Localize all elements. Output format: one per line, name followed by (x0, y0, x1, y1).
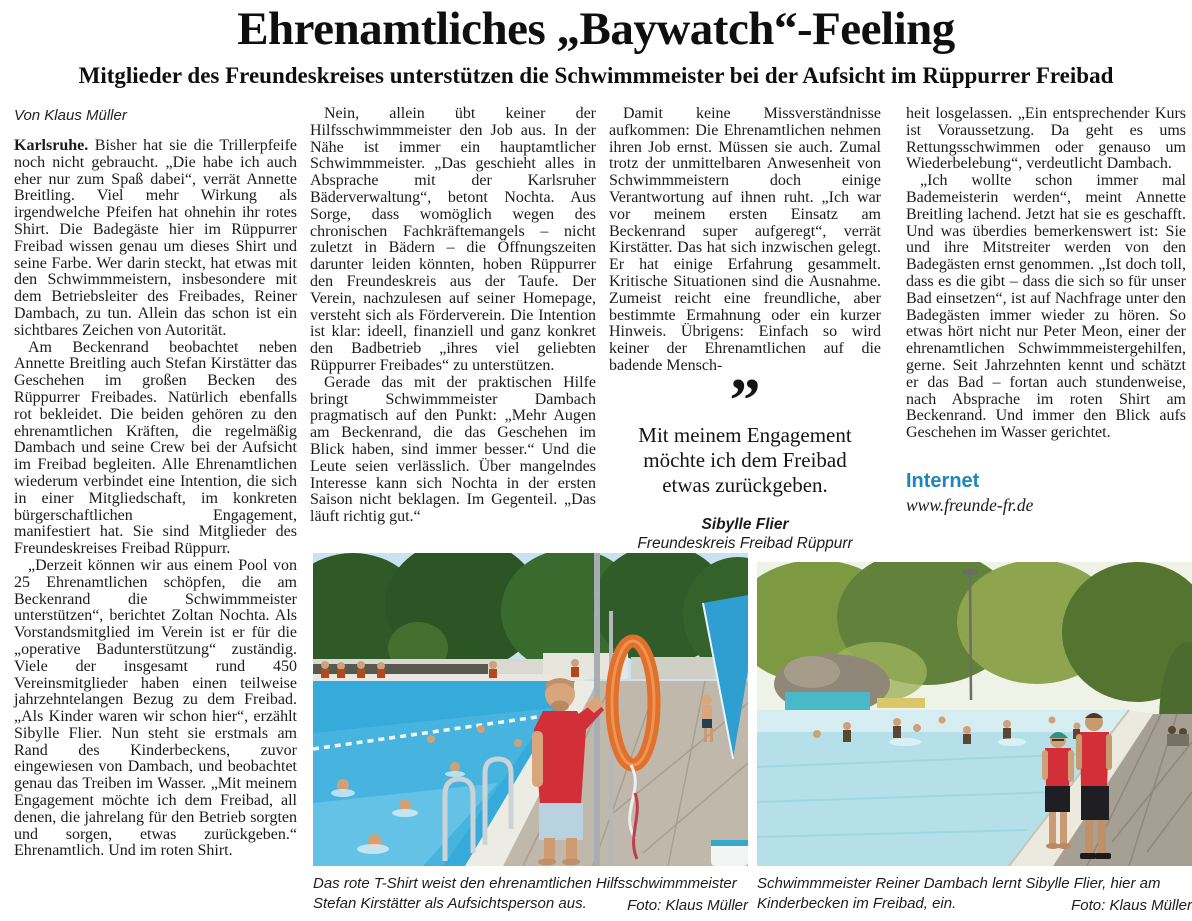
pull-quote-affiliation: Freundeskreis Freibad Rüppurr (637, 535, 853, 553)
article-paragraph: Damit keine Missverständnisse aufkommen: Die Ehrenamtlichen nehmen ihren Job ernst. Müssen sie auch. Zumal trotz der unmittelbaren Anwesenheit von Schwimmmeistern doch einige Verantwortung auf ihnen ruht. „Ich war vor meinem ersten Einsatz am Beckenrand super aufgeregt“, verrät Kirstätter. Das hat sich inzwischen gelegt. Er hat einige Erfahrung gesammelt. Kritische Situationen sind die Ausnahme. Zumeist reicht eine freundliche, aber bestimmte Ermahnung oder ein kurzer Hinweis. Übrigens: Einfach so wird keiner der Ehrenamtlichen auf die badende Mensch- (609, 105, 881, 374)
pull-quote-text: Mit meinem Engagement möchte ich dem Freibad etwas zurückgeben. (638, 422, 852, 498)
article-paragraph: heit losgelassen. „Ein entsprechender Kurs ist Voraussetzung. Da geht es ums Rettungsschwimmen oder genauso um Wiederbelebung“, verdeutlicht Dambach. (906, 105, 1186, 173)
headline: Ehrenamtliches „Baywatch“-Feeling (237, 3, 955, 55)
subheadline: Mitglieder des Freundeskreises unterstützen die Schwimmmeister bei der Aufsicht im Rüppurrer Freibad (78, 63, 1114, 88)
article-column-4 (906, 106, 1186, 515)
article-paragraph: „Ich wollte schon immer mal Bademeisterin werden“, meint Annette Breitling lachend. Jetzt hat sie es geschafft. Und was überdies bemerkenswert ist: Sie und ihre Mitstreiter werden von den Badegästen ernst genommen. „Ist doch toll, dass es die gibt – dass die sich so für unser Bad einsetzen“, ist auf Nachfrage unter den Badegästen immer wieder zu hören. So etwas hört nicht nur Peter Meon, einer der ehrenamtlichen Schwimmmeistergehilfen, gerne. Seit Jahrzehnten kennt und schätzt er das Bad – fortan auch stundenweise, nach Absprache im roten Shirt am Beckenrand. Und immer den Blick aufs Geschehen im Wasser gerichtet. (906, 172, 1186, 442)
pull-quote-author: Sibylle Flier (701, 516, 789, 534)
photo-kinderbecken (757, 562, 1192, 866)
pull-quote (609, 366, 881, 554)
internet-label: Internet (906, 469, 980, 492)
photo-caption (757, 874, 1192, 916)
photo-caption (313, 874, 748, 916)
article-paragraph: Gerade das mit der praktischen Hilfe bringt Schwimmmeister Dambach pragmatisch auf den Punkt: „Mehr Augen am Beckenrand, die das Geschehen im Blick haben, sind immer besser.“ Und die Leute seien verlässlich. Über mangelndes Interesse kann sich Nochta in der ersten Saison nicht beklagen. Im Gegenteil. „Das läuft richtig gut.“ (310, 373, 596, 526)
article-paragraph: Nein, allein übt keiner der Hilfsschwimmmeister den Job aus. In der Nähe ist immer ein hauptamtlicher Schwimmmeister. „Das geschieht alles in Absprache mit der Karlsruher Bäderverwaltung“, betont Nochta. Aus Sorge, dass womöglich wegen des chronischen Fachkräftemangels – nicht zuletzt in Bädern – die Öffnungszeiten darunter leiden könnten, hoben Rüppurrer den Freundeskreis aus der Taufe. Der Verein, nachzulesen auf seiner Homepage, versteht sich als Förderverein. Die Intention ist klar: ideell, finanziell und ganz konkret den Badbetrieb „ihres viel geliebten Rüppurrer Freibades“ zu unterstützen. (310, 105, 596, 374)
caption-text: Schwimmmeister Reiner Dambach lernt Sibylle Flier, hier am Kinderbecken im Freibad, ein. (757, 875, 1161, 912)
photo-credit: Foto: Klaus Müller (627, 897, 748, 914)
article-paragraph (14, 138, 297, 340)
article-column-3 (609, 106, 881, 553)
dateline-lead: Karlsruhe. (14, 137, 89, 154)
photo-credit: Foto: Klaus Müller (1071, 897, 1192, 914)
internet-box (906, 470, 1186, 515)
paragraph-text: Bisher hat sie die Trillerpfeife noch nicht gebraucht. „Die habe ich auch eher nur zum Spaß dabei“, verrät Annette Breitling. Viel mehr Wirkung als irgendwelche Pfeifen hat ohnehin ihr rotes Shirt. Die Badegäste hier im Rüppurrer Freibad wissen genau um dieses Shirt und seine Farbe. Wer darin steckt, hat etwas mit den Schwimmmeistern, insbesondere mit dem Betriebsleiter des Freibades, Reiner Dambach, zu tun. Allein das schon ist ein sichtbares Zeichen von Autorität. (14, 137, 297, 339)
internet-url: www.freunde-fr.de (906, 494, 1034, 515)
quote-marks-icon: ” (729, 366, 761, 435)
byline: Von Klaus Müller (14, 107, 127, 124)
article-column-2 (310, 106, 596, 526)
photo-lifeguard-at-pool (313, 553, 748, 866)
article-paragraph: Am Beckenrand beobachtet neben Annette Breitling auch Stefan Kirstätter das Geschehen im großen Becken des Rüppurrer Freibades. Natürlich ebenfalls rot bekleidet. Die beiden gehören zu den ehrenamtlichen Kräften, die regelmäßig Dambach und seine Crew bei der Aufsicht im Freibad begleiten. Alle Ehrenamtlichen wiederum verbindet eine Intention, die sich in einer Mitgliedschaft, im konkreten bürgerschaftlichen Engagement, manifestiert hat. Sie sind Mitglieder des Freundeskreises Freibad Rüppurr. (14, 338, 297, 558)
article-paragraph: „Derzeit können wir aus einem Pool von 25 Ehrenamtlichen schöpfen, die am Beckenrand die Schwimmmeister unterstützen“, berichtet Zoltan Nochta. Als Vorstandsmitglied im Verein ist er für die „operative Badunterstützung“ zuständig. Viele der insgesamt rund 450 Vereinsmitglieder haben einen teilweise jahrzehntelangen Bezug zu dem Freibad. „Als Kinder waren wir schon hier“, erzählt Sibylle Flier. Nun steht sie erstmals am Rand des Kinderbeckens, zuvor eingewiesen von Dambach, und beobachtet genau das Treiben im Wasser. „Mit meinem Engagement möchte ich dem Freibad, all denen, die jahrelang für den Betrieb sorgten und sorgen, etwas zurückgeben.“ Ehrenamtlich. Und im roten Shirt. (14, 556, 297, 860)
article-column-1 (14, 106, 297, 860)
caption-text: Das rote T-Shirt weist den ehrenamtlichen Hilfsschwimmmeister Stefan Kirstätter als Aufsichtsperson aus. (313, 875, 737, 912)
